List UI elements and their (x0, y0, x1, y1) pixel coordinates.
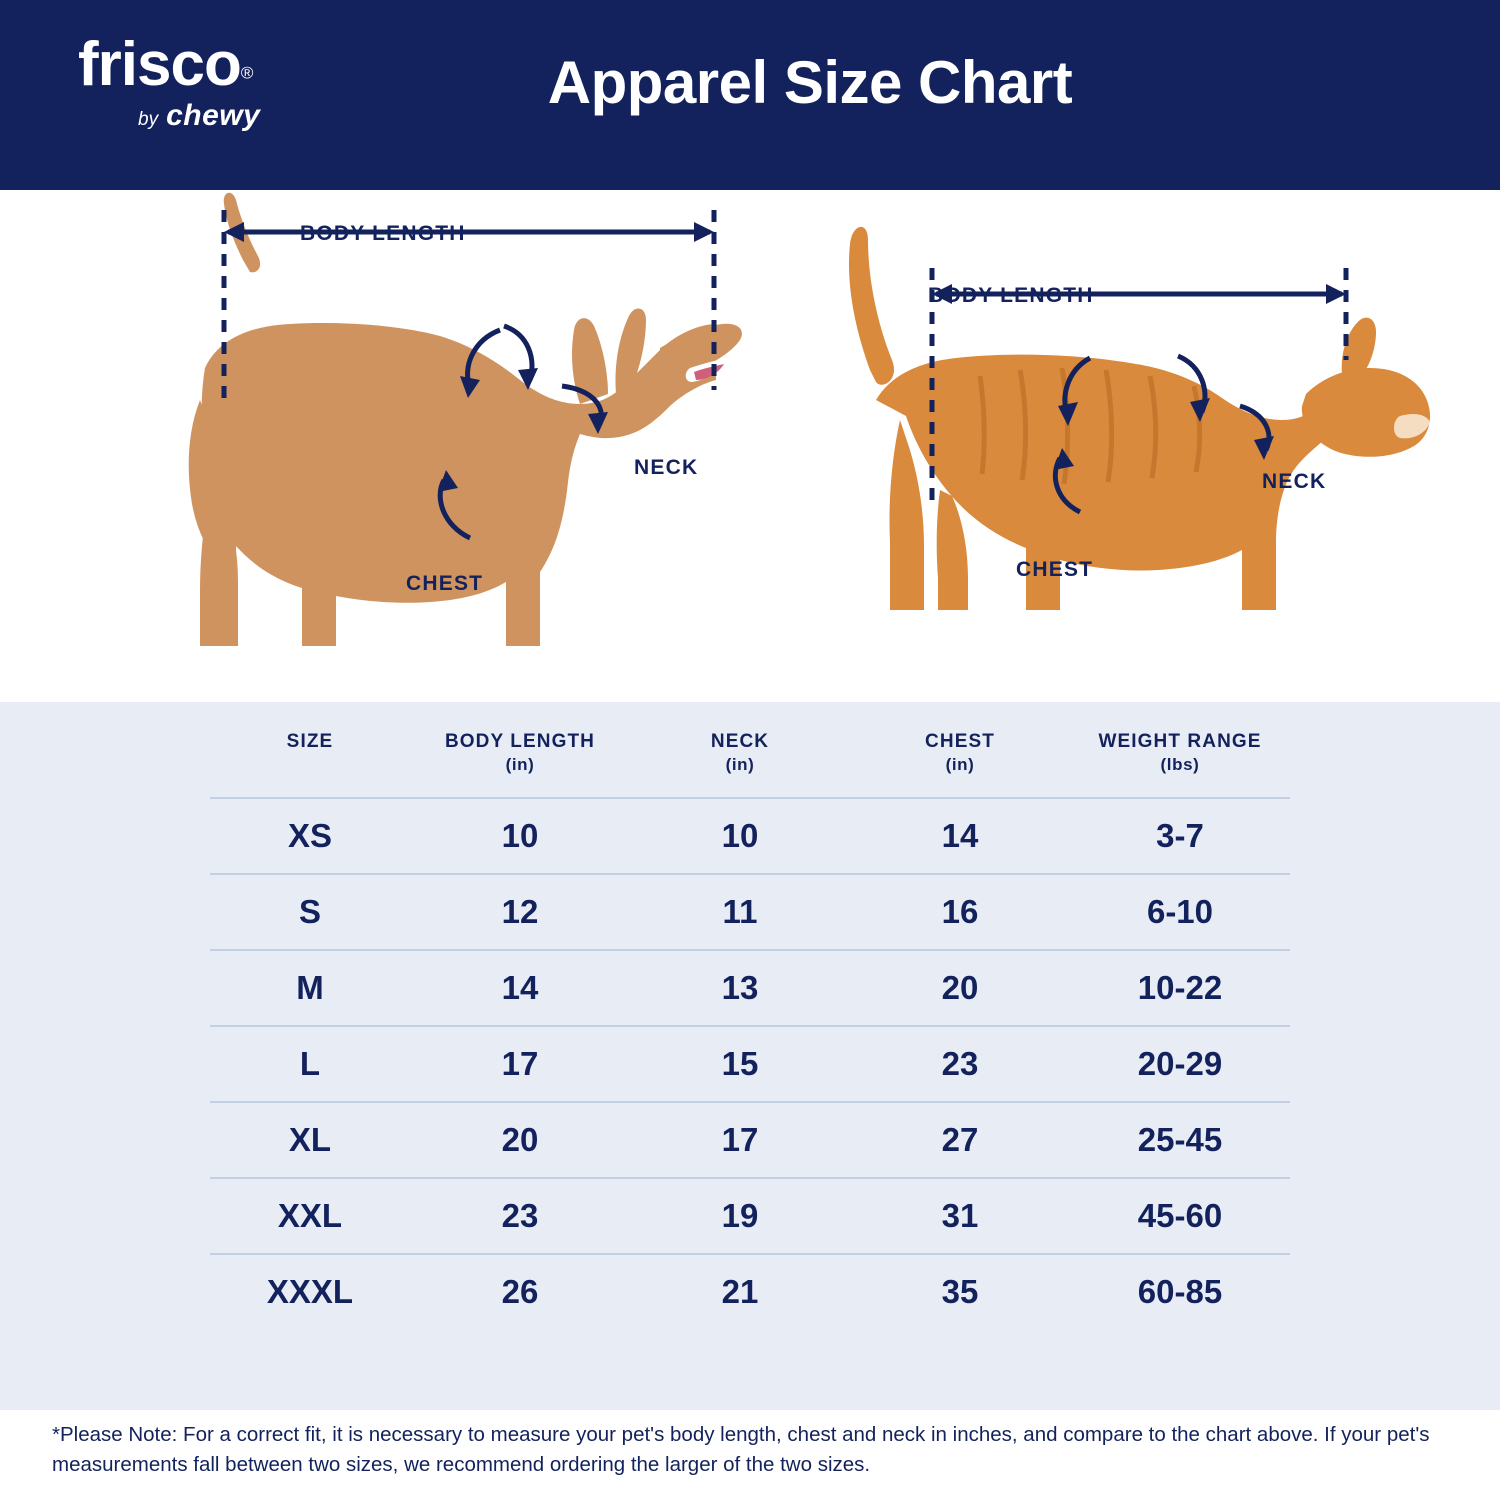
column-header-body-length-unit: (in) (505, 754, 535, 774)
cell-chest: 35 (941, 1273, 979, 1310)
table-row (210, 798, 1290, 874)
cell-weight: 60-85 (1137, 1273, 1223, 1310)
cat-diagram-icon (750, 190, 1500, 702)
size-table (210, 702, 1290, 1329)
cell-weight: 20-29 (1070, 1026, 1290, 1102)
logo-by-text: by (138, 108, 159, 130)
column-header-chest-label: CHEST (925, 731, 995, 752)
cell-neck: 15 (630, 1026, 850, 1102)
cell-chest: 27 (850, 1102, 1070, 1178)
logo-word-text: frisco (78, 30, 241, 99)
cell-body-length: 23 (410, 1178, 630, 1254)
cell-neck: 10 (630, 798, 850, 874)
table-row (210, 1178, 1290, 1254)
column-header-chest-unit: (in) (945, 754, 975, 774)
column-header-body-length-label: BODY LENGTH (444, 731, 596, 752)
cell-chest: 14 (850, 798, 1070, 874)
cell-chest: 20 (850, 950, 1070, 1026)
table-row (210, 874, 1290, 950)
column-header-weight-range-unit: (lbs) (1160, 754, 1200, 774)
dog-neck-label: NECK (634, 456, 699, 479)
dog-diagram-icon (0, 190, 750, 702)
cell-body-length: 12 (410, 874, 630, 950)
table-row (210, 1026, 1290, 1102)
column-header-body-length (410, 702, 630, 798)
cell-chest: 23 (850, 1026, 1070, 1102)
column-header-size (210, 702, 410, 798)
cell-weight: 3-7 (1070, 798, 1290, 874)
size-table-section (0, 702, 1500, 1410)
dog-illustration (0, 190, 750, 702)
logo-registered-icon: ® (240, 63, 254, 83)
cell-size: L (210, 1026, 410, 1102)
dog-chest-label: CHEST (406, 572, 484, 595)
cell-body-length: 14 (410, 950, 630, 1026)
cell-size: XXXL (266, 1273, 354, 1310)
cell-chest: 31 (850, 1178, 1070, 1254)
cat-body-length-label: BODY LENGTH (928, 284, 1094, 307)
cell-neck: 17 (630, 1102, 850, 1178)
cell-neck: 19 (630, 1178, 850, 1254)
cat-illustration (750, 190, 1500, 702)
column-header-neck-unit: (in) (725, 754, 755, 774)
cell-body-length: 17 (410, 1026, 630, 1102)
cell-chest: 16 (850, 874, 1070, 950)
column-header-neck (630, 702, 850, 798)
cell-size: M (210, 950, 410, 1026)
cell-size: XS (210, 798, 410, 874)
cat-chest-label: CHEST (1016, 558, 1094, 581)
table-row (210, 950, 1290, 1026)
table-row (210, 1254, 1290, 1329)
column-header-size-label: SIZE (286, 731, 334, 752)
cell-neck: 11 (630, 874, 850, 950)
dog-body-length-label: BODY LENGTH (300, 222, 466, 245)
illustration-band (0, 190, 1500, 702)
cell-weight: 6-10 (1070, 874, 1290, 950)
table-header-row (210, 702, 1290, 798)
column-header-neck-label: NECK (710, 731, 770, 752)
cell-body-length: 20 (410, 1102, 630, 1178)
cell-neck: 21 (721, 1273, 759, 1310)
page-title: Apparel Size Chart (547, 49, 1073, 116)
column-header-chest (850, 702, 1070, 798)
cell-weight: 10-22 (1070, 950, 1290, 1026)
column-header-weight-range-label: WEIGHT RANGE (1098, 731, 1262, 752)
cell-body-length: 10 (410, 798, 630, 874)
cell-size: XL (210, 1102, 410, 1178)
cell-neck: 13 (630, 950, 850, 1026)
cat-neck-label: NECK (1262, 470, 1327, 493)
cell-size: XXL (210, 1178, 410, 1254)
footnote: *Please Note: For a correct fit, it is necessary to measure your pet's body length, chest and neck in inches, and compare to the chart above. If your pet's measurements fall between two sizes, we recommend ordering the larger of the two sizes. (0, 1410, 1500, 1500)
logo-chewy-text: chewy (166, 98, 261, 132)
page-header (0, 0, 1500, 190)
column-header-weight-range (1070, 702, 1290, 798)
cell-weight: 25-45 (1070, 1102, 1290, 1178)
cell-size: S (210, 874, 410, 950)
table-row (210, 1102, 1290, 1178)
cell-weight: 45-60 (1070, 1178, 1290, 1254)
cell-body-length: 26 (501, 1273, 539, 1310)
